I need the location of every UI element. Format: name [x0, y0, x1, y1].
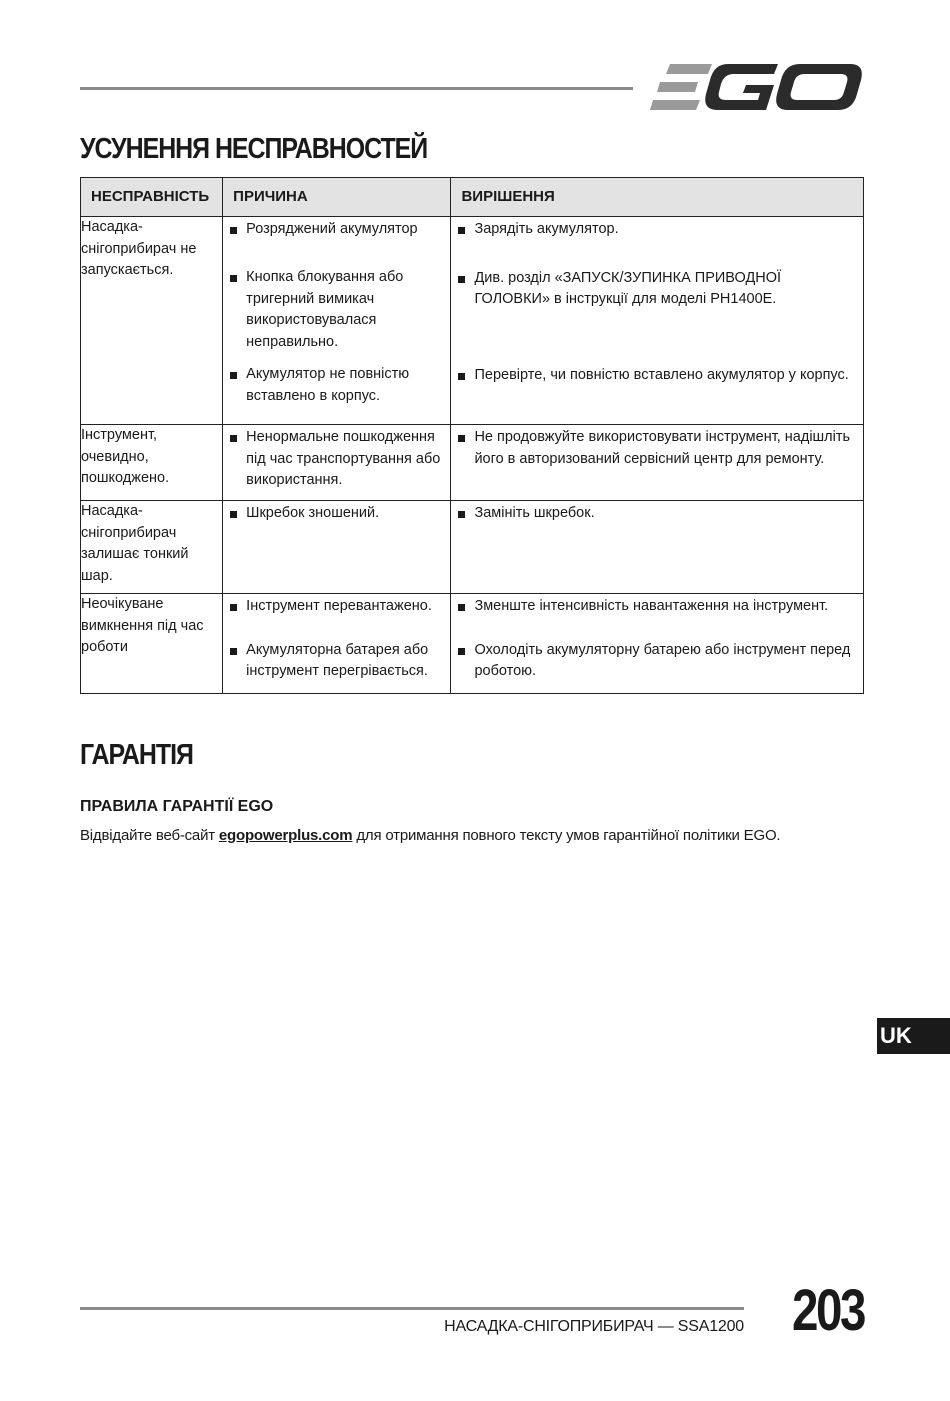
- logo-e: [650, 64, 712, 110]
- problem-text: Насадка-снігоприбирач залишає тонкий шар.: [81, 503, 189, 584]
- page-number: 203: [792, 1278, 864, 1343]
- cause-cell: [223, 217, 451, 425]
- solution-cell: [451, 217, 864, 425]
- problem-cell: [81, 217, 223, 425]
- column-header-solution: ВИРІШЕННЯ: [451, 178, 864, 217]
- ego-logo: [650, 62, 862, 112]
- solution-item: Зарядіть акумулятор.: [451, 219, 863, 241]
- solution-item: Зменште інтенсивність навантаження на інструмент.: [451, 596, 863, 618]
- warranty-text-before: Відвідайте веб-сайт: [80, 827, 219, 844]
- cause-cell: [223, 501, 451, 594]
- problem-text: Насадка-снігоприбирач не запускається.: [81, 219, 197, 278]
- language-tab: UK: [877, 1018, 950, 1054]
- warranty-subtitle: ПРАВИЛА ГАРАНТІЇ EGO: [80, 798, 274, 815]
- cause-item: Шкребок зношений.: [223, 503, 450, 525]
- cause-item: Розряджений акумулятор: [223, 219, 450, 247]
- cause-cell: [223, 425, 451, 501]
- cause-item: Кнопка блокування або тригерний вимикач використовувалася неправильно.: [223, 267, 421, 353]
- warranty-text: [80, 827, 780, 844]
- problem-text: Інструмент, очевидно, пошкоджено.: [81, 427, 170, 486]
- logo-g: [705, 64, 778, 110]
- footer-rule: [80, 1307, 744, 1310]
- problem-cell: [81, 501, 223, 594]
- troubleshooting-title: УСУНЕННЯ НЕСПРАВНОСТЕЙ: [80, 133, 428, 165]
- column-header-problem: НЕСПРАВНІСТЬ: [81, 178, 223, 217]
- problem-cell: [81, 425, 223, 501]
- solution-item: Див. розділ «ЗАПУСК/ЗУПИНКА ПРИВОДНОЇ ГОЛОВКИ» в інструкції для моделі PH1400E.: [451, 268, 814, 311]
- table-row: [81, 501, 864, 594]
- logo-o: [776, 64, 862, 110]
- table-row: [81, 425, 864, 501]
- cause-item: Акумуляторна батарея або інструмент перегрівається.: [223, 640, 450, 683]
- header-rule: [80, 87, 633, 90]
- footer-product: НАСАДКА-СНІГОПРИБИРАЧ — SSA1200: [444, 1318, 744, 1335]
- solution-item: Охолодіть акумуляторну батарею або інструмент перед роботою.: [451, 640, 863, 683]
- solution-item: Замініть шкребок.: [451, 503, 863, 525]
- solution-item: Перевірте, чи повністю вставлено акумулятор у корпус.: [451, 365, 863, 387]
- cause-cell: [223, 594, 451, 694]
- cause-item: Інструмент перевантажено.: [223, 596, 450, 618]
- problem-cell: [81, 594, 223, 694]
- solution-cell: [451, 425, 864, 501]
- troubleshooting-table: [80, 177, 864, 694]
- solution-cell: [451, 501, 864, 594]
- table-row: [81, 217, 864, 425]
- cause-item: Ненормальне пошкодження під час транспортування або використання.: [223, 427, 450, 492]
- solution-item: Не продовжуйте використовувати інструмент, надішліть його в авторизований сервісний центр для ремонту.: [451, 427, 863, 470]
- solution-cell: [451, 594, 864, 694]
- column-header-cause: ПРИЧИНА: [223, 178, 451, 217]
- cause-item: Акумулятор не повністю вставлено в корпус.: [223, 364, 421, 407]
- table-header-row: [81, 178, 864, 217]
- warranty-link[interactable]: egopowerplus.com: [218, 827, 353, 844]
- problem-text: Неочікуване вимкнення під час роботи: [81, 596, 204, 655]
- table-row: [81, 594, 864, 694]
- warranty-title: ГАРАНТІЯ: [80, 739, 193, 771]
- warranty-text-after: для отримання повного тексту умов гарантійної політики EGO.: [352, 827, 781, 844]
